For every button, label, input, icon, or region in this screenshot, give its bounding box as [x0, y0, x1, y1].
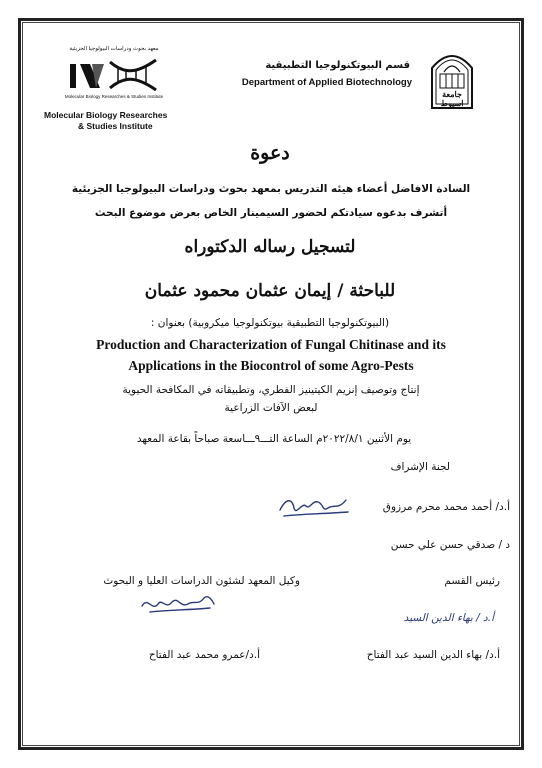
institute-name-line2: & Studies Institute — [78, 121, 153, 131]
researcher-name: للباحثة / إيمان عثمان محمود عثمان — [144, 281, 396, 301]
institute-name-line1: Molecular Biology Researches — [44, 110, 168, 120]
head-signature-text: أ.د / بهاء الدين السيد — [403, 612, 494, 624]
thesis-title-en-line2: Applications in the Biocontrol of some Agro-Pests — [128, 358, 414, 373]
registration-title: لتسجيل رساله الدكتوراه — [184, 237, 356, 257]
vice-dean-name: أ.د/عمرو محمد عبد الفتاح — [148, 649, 260, 661]
invitation-line-1: السادة الافاضل أعضاء هيئه التدريس بمعهد بحوث ودراسات البيولوجيا الجزيئية — [71, 183, 471, 195]
institute-logo-text-en: Molecular Biology Researches & Studies Institute — [64, 94, 164, 99]
institute-logo-icon — [66, 56, 162, 92]
thesis-title-ar-line1: إنتاج وتوصيف إنزيم الكيتينيز الفطري، وتطبيقاته في المكافحة الحيوية — [122, 384, 420, 396]
seal-text-bottom: اسيوط — [440, 99, 464, 108]
invitation-title: دعوة — [250, 142, 290, 164]
head-of-department-title: رئيس القسم — [444, 575, 500, 587]
signature-vice-dean-icon — [138, 592, 218, 618]
vice-dean-title: وكيل المعهد لشئون الدراسات العليا و البحوث — [103, 575, 300, 587]
department-name-ar: قسم البيوتكنولوجيا التطبيقية — [265, 60, 410, 71]
thesis-title-ar-line2: لبعض الآفات الزراعية — [224, 402, 318, 414]
department-name-en: Department of Applied Biotechnology — [241, 77, 412, 88]
committee-heading: لجنة الإشراف — [390, 461, 450, 473]
committee-member-2: د / صدقي حسن علي حسن — [390, 539, 510, 551]
thesis-title-en-line1: Production and Characterization of Fungal Chitinase and its — [96, 337, 446, 352]
committee-member-1: أ.د/ أحمد محمد محرم مرزوق — [382, 501, 510, 513]
subject-intro: (البيوتكنولوجيا التطبيقية بيوتكنولوجيا ميكروبية) بعنوان : — [150, 317, 390, 329]
invitation-line-2: أتشرف بدعوه سيادتكم لحضور السيمينار الخاص بعرض موضوع البحث — [94, 207, 448, 219]
head-of-department-name: أ.د/ بهاء الدين السيد عبد الفتاح — [366, 649, 500, 661]
institute-logo-text-ar: معهد بحوث ودراسات البيولوجيا الجزيئية — [69, 46, 159, 52]
seal-text-top: جامعة — [442, 90, 462, 99]
seminar-datetime: يوم الأثنين ٢٠٢٢/٨/١م الساعة التـــ٩ـــاسعة صباحاً بقاعة المعهد — [136, 433, 412, 445]
